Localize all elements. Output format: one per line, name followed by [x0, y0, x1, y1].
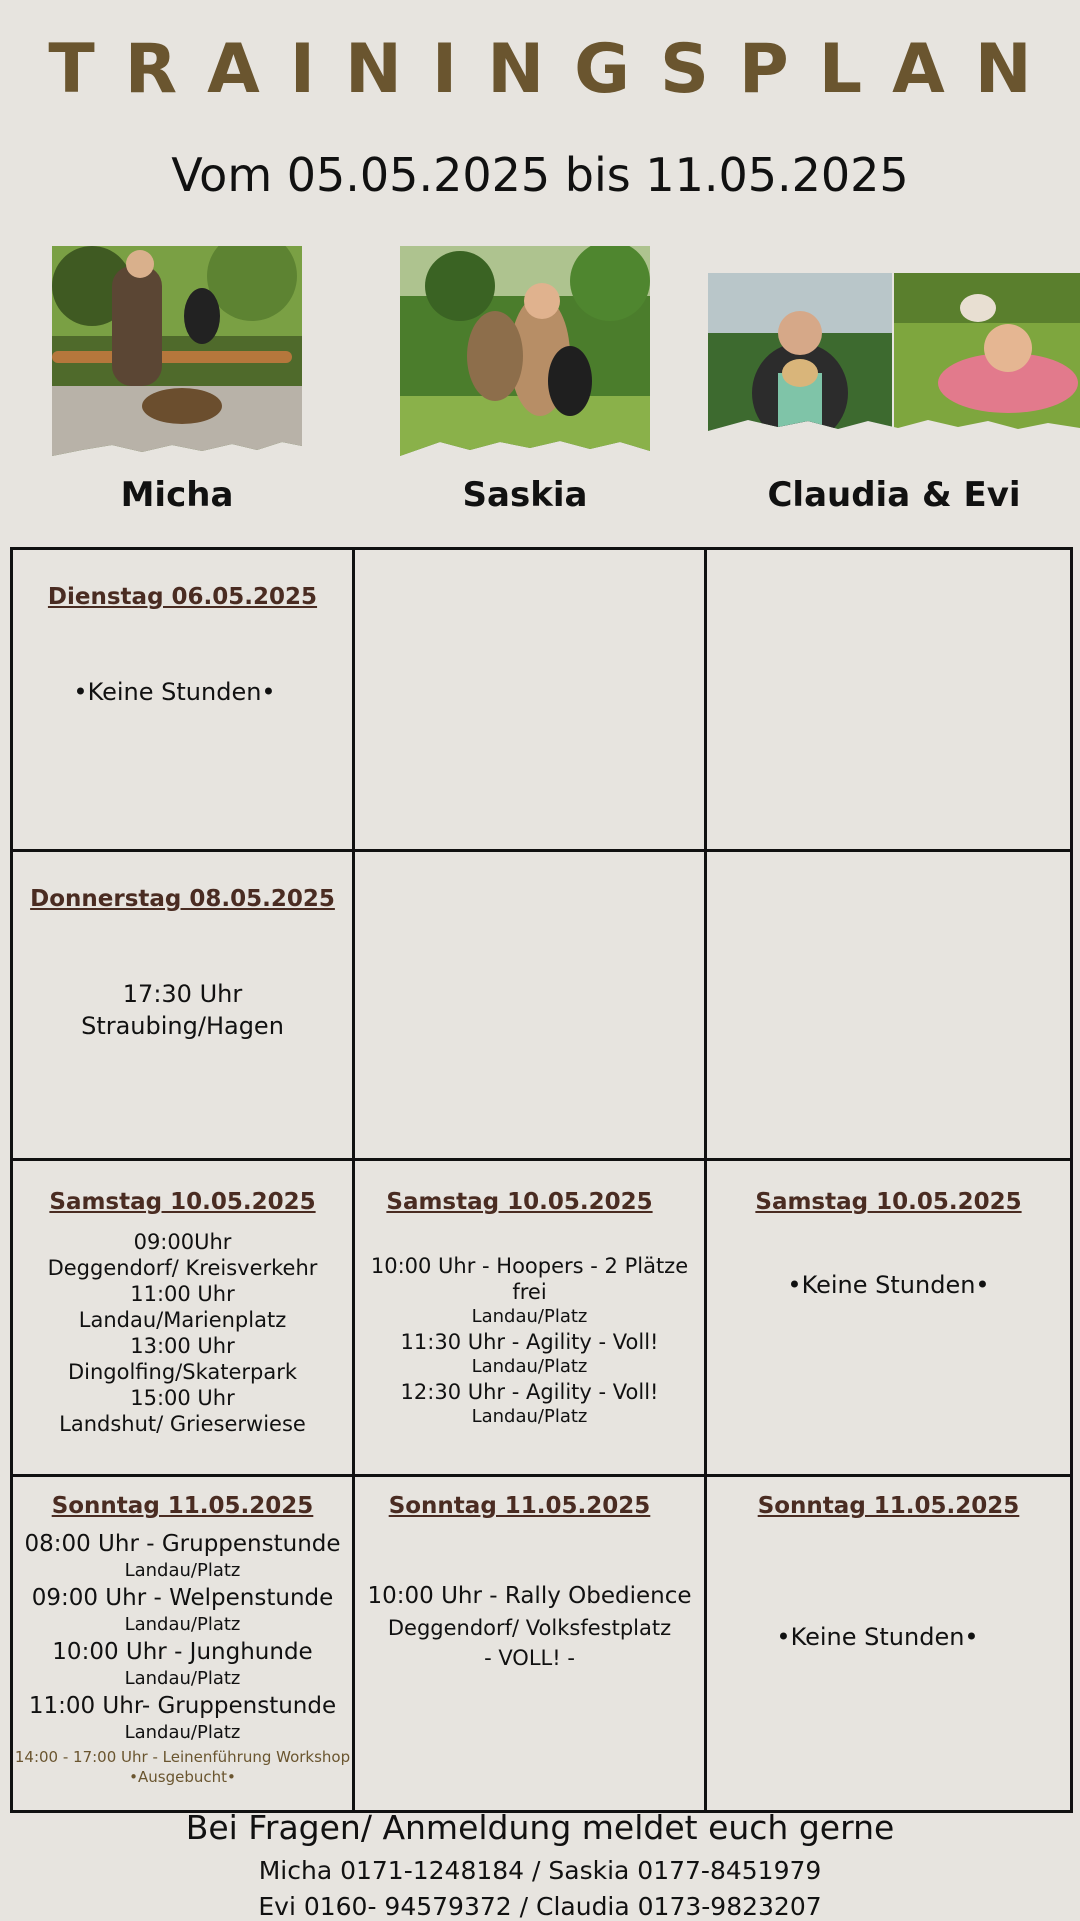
page-title: TRAININGSPLAN	[48, 30, 1062, 109]
schedule-entry: 10:00 Uhr - Hoopers - 2 Plätze frei	[370, 1254, 689, 1304]
day-heading: Samstag 10.05.2025	[49, 1189, 316, 1215]
day-heading: Samstag 10.05.2025	[755, 1189, 1022, 1215]
schedule-location: Landau/Marienplatz	[78, 1308, 287, 1332]
day-heading: Dienstag 06.05.2025	[47, 584, 318, 610]
schedule-location: Landau/Platz	[471, 1406, 588, 1427]
schedule-time: 09:00Uhr	[133, 1230, 232, 1254]
schedule-cell-saskia	[354, 549, 706, 851]
date-range-subtitle: Vom 05.05.2025 bis 11.05.2025	[171, 148, 909, 202]
schedule-status: - VOLL! -	[484, 1646, 575, 1670]
schedule-location: Straubing/Hagen	[81, 1012, 284, 1040]
schedule-cell-saskia	[354, 1476, 706, 1812]
no-lessons-text: •Keine Stunden•	[73, 678, 276, 706]
workshop-status: •Ausgebucht•	[129, 1768, 236, 1786]
schedule-entry: 10:00 Uhr - Rally Obedience	[367, 1583, 692, 1609]
table-row	[12, 549, 1072, 851]
schedule-entry: 08:00 Uhr - Gruppenstunde	[24, 1531, 341, 1557]
schedule-cell-micha	[12, 1476, 354, 1812]
schedule-location: Landau/Platz	[124, 1560, 241, 1581]
trainer-photo-claudia-evi	[708, 273, 1080, 433]
schedule-location: Landau/Platz	[124, 1722, 241, 1743]
schedule-time: 17:30 Uhr	[122, 980, 243, 1008]
trainer-name-micha: Micha	[120, 475, 234, 515]
footer-contact-line: Micha 0171-1248184 / Saskia 0177-8451979	[258, 1856, 822, 1885]
schedule-entry: 11:30 Uhr - Agility - Voll!	[400, 1330, 659, 1354]
table-row	[12, 851, 1072, 1160]
schedule-cell-claudia-evi	[706, 851, 1072, 1160]
schedule-location: Deggendorf/ Volksfestplatz	[387, 1616, 672, 1640]
schedule-entry: 12:30 Uhr - Agility - Voll!	[400, 1380, 659, 1404]
schedule-cell-claudia-evi	[706, 1476, 1072, 1812]
schedule-entry: 11:00 Uhr- Gruppenstunde	[28, 1693, 337, 1719]
schedule-time: 13:00 Uhr	[130, 1334, 235, 1358]
schedule-location: Dingolfing/Skaterpark	[67, 1360, 298, 1384]
day-heading: Sonntag 11.05.2025	[51, 1493, 314, 1519]
trainer-name-claudia-evi: Claudia & Evi	[767, 475, 1021, 515]
day-heading: Sonntag 11.05.2025	[388, 1493, 651, 1519]
schedule-table	[10, 547, 1073, 1813]
schedule-location: Landau/Platz	[124, 1614, 241, 1635]
schedule-cell-micha	[12, 851, 354, 1160]
schedule-entry: 10:00 Uhr - Junghunde	[52, 1639, 313, 1665]
schedule-location: Deggendorf/ Kreisverkehr	[47, 1256, 318, 1280]
no-lessons-text: •Keine Stunden•	[787, 1271, 990, 1299]
schedule-cell-claudia-evi	[706, 1160, 1072, 1476]
schedule-location: Landshut/ Grieserwiese	[59, 1412, 306, 1436]
schedule-location: Landau/Platz	[471, 1356, 588, 1377]
table-row	[12, 1476, 1072, 1812]
workshop-entry: 14:00 - 17:00 Uhr - Leinenführung Workshop	[14, 1748, 351, 1766]
day-heading: Sonntag 11.05.2025	[757, 1493, 1020, 1519]
trainer-name-saskia: Saskia	[462, 475, 588, 515]
schedule-location: Landau/Platz	[471, 1306, 588, 1327]
day-heading: Donnerstag 08.05.2025	[30, 886, 335, 912]
schedule-cell-saskia	[354, 851, 706, 1160]
schedule-time: 11:00 Uhr	[130, 1282, 235, 1306]
schedule-cell-micha	[12, 1160, 354, 1476]
schedule-cell-claudia-evi	[706, 549, 1072, 851]
schedule-time: 15:00 Uhr	[130, 1386, 235, 1410]
footer-contact-line: Evi 0160- 94579372 / Claudia 0173-9823207	[258, 1892, 822, 1921]
schedule-cell-saskia	[354, 1160, 706, 1476]
schedule-location: Landau/Platz	[124, 1668, 241, 1689]
table-row	[12, 1160, 1072, 1476]
footer-contact-heading: Bei Fragen/ Anmeldung meldet euch gerne	[185, 1808, 895, 1847]
trainer-photo-saskia	[400, 246, 650, 456]
schedule-cell-micha	[12, 549, 354, 851]
day-heading: Samstag 10.05.2025	[386, 1189, 653, 1215]
schedule-entry: 09:00 Uhr - Welpenstunde	[31, 1585, 334, 1611]
trainer-photo-micha	[52, 246, 302, 456]
no-lessons-text: •Keine Stunden•	[776, 1623, 979, 1651]
